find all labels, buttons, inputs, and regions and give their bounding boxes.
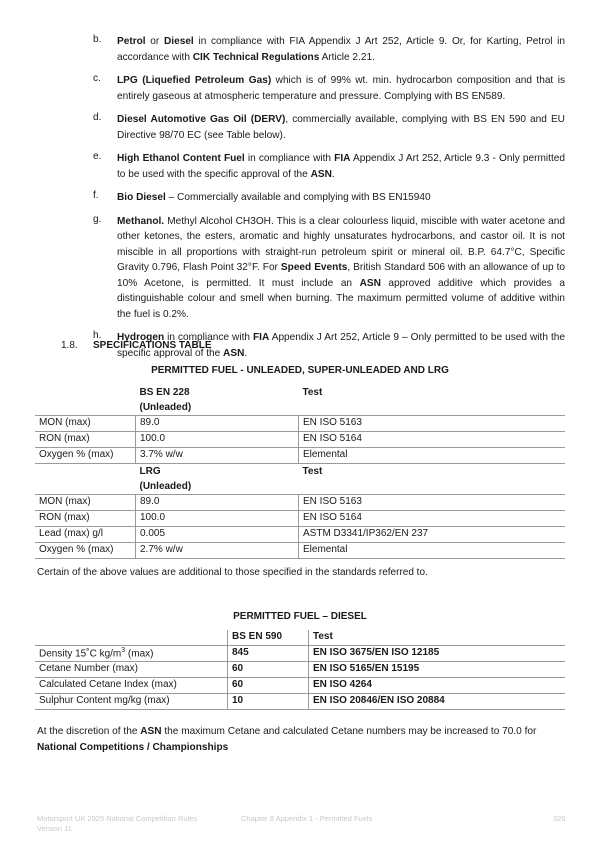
fuel-item-letter: b. [93, 34, 102, 45]
test-cell: EN ISO 5164 [299, 432, 566, 448]
header-cell: BS EN 228 (Unleaded) [139, 387, 192, 413]
test-cell: EN ISO 3675/EN ISO 12185 [309, 646, 566, 662]
header-cell [35, 385, 136, 416]
fuel-item-term-bold: ASN [223, 347, 245, 359]
footer-page-number: 320 [553, 814, 566, 823]
table-row [35, 678, 565, 694]
fuel-item-term-bold: CIK Technical Regulations [192, 51, 320, 63]
table2-title: PERMITTED FUEL – DIESEL [233, 611, 367, 622]
fuel-item [0, 214, 600, 323]
section-number: 1.8. [61, 340, 78, 351]
fuel-item-text: Petrol or Diesel in compliance with FIA Appendix J Art 252, Article 9. Or, for Karting, Petrol in accordance with CIK Technical Regulations Article 2.21. [117, 36, 565, 63]
fuel-item-term-bold: Hydrogen [117, 332, 165, 343]
test-cell: EN ISO 5165/EN 15195 [309, 662, 566, 678]
parameter-cell: MON (max) [35, 495, 136, 511]
standards-note: Certain of the above values are additional to those specified in the standards referred to. [37, 567, 428, 578]
asn-note-term-bold: National Competitions / Championships [37, 742, 229, 753]
parameter-cell: RON (max) [35, 511, 136, 527]
asn-note-term-bold: ASN [140, 726, 162, 737]
fuel-item-term-bold: Petrol [117, 36, 146, 47]
table-header-row [35, 385, 565, 416]
test-cell: ASTM D3341/IP362/EN 237 [299, 527, 566, 543]
table-row [35, 694, 565, 710]
parameter-cell: Calculated Cetane Index (max) [35, 678, 228, 694]
table-row [35, 527, 565, 543]
fuel-list [0, 34, 600, 369]
fuel-item-term-bold: FIA [334, 153, 351, 164]
fuel-item-letter: d. [93, 112, 102, 123]
fuel-item-term-bold: FIA [253, 332, 270, 343]
table-header-row [35, 464, 565, 495]
asn-discretion-note: At the discretion of the ASN the maximum Cetane and calculated Cetane numbers may be increased to 70.0 for National Competitions / Championships [37, 726, 537, 753]
header-cell: Test [302, 387, 323, 398]
footer-version: Version 11 [37, 824, 72, 833]
value-cell: 2.7% w/w [136, 543, 299, 559]
fuel-item-text: Diesel Automotive Gas Oil (DERV), commercially available, complying with BS EN 590 and EU Directive 98/70 EC (see Table below). [117, 114, 565, 141]
header-cell: Test [309, 630, 566, 646]
test-cell: Elemental [299, 448, 566, 464]
value-cell: 100.0 [136, 511, 299, 527]
fuel-item-text: Methanol. Methyl Alcohol CH3OH. This is a clear colourless liquid, miscible with water acetone and other ketones, the esters, aromatic and highly unsaturates hydrocarbons, and castor oil. It is not miscible in all proportions with straight-run petroleum spirit or mineral oil. B.P. 64.7°C, Specific Gravity 0.796, Flash Point 32°F. For Speed Events, British Standard 506 with an allowance of up to 10% Acetone, is permitted. It must include an ASN approved additive which provides a distinguishable colour and smell when burning. The maximum permitted volume of additive within the fuel is 0.2%. [117, 215, 565, 320]
header-cell: LRG (Unleaded) [136, 464, 299, 495]
table-row [35, 543, 565, 559]
fuel-item-text: High Ethanol Content Fuel in compliance with FIA Appendix J Art 252, Article 9.3 - Only permitted to be used with the specific approval of the ASN. [117, 153, 565, 180]
fuel-item-term-bold: High Ethanol Content Fuel [117, 153, 245, 164]
table-row [35, 432, 565, 448]
table-row [35, 662, 565, 678]
parameter-cell: Oxygen % (max) [35, 448, 136, 464]
table-row [35, 416, 565, 432]
footer-doc-title: Motorsport UK 2025 National Competition Rules [37, 814, 198, 823]
test-cell: EN ISO 20846/EN ISO 20884 [309, 694, 566, 710]
test-cell: EN ISO 5163 [299, 495, 566, 511]
fuel-item-letter: f. [93, 190, 99, 201]
fuel-item [0, 151, 600, 182]
value-cell: 845 [228, 646, 309, 662]
value-cell: 89.0 [136, 495, 299, 511]
fuel-item-term-bold: Diesel [164, 36, 194, 47]
table-header-row [35, 630, 565, 646]
section-title: SPECIFICATIONS TABLE [93, 340, 212, 351]
value-cell: 60 [228, 678, 309, 694]
fuel-item [0, 112, 600, 143]
table-row [35, 448, 565, 464]
fuel-item-term-bold: Diesel Automotive Gas Oil (DERV) [117, 114, 286, 125]
fuel-item-term-bold: Speed Events [280, 262, 348, 273]
fuel-item-term-bold: LPG (Liquefied Petroleum Gas) [117, 75, 272, 86]
test-cell: Elemental [299, 543, 566, 559]
test-cell: EN ISO 4264 [309, 678, 566, 694]
test-cell: EN ISO 5164 [299, 511, 566, 527]
parameter-cell: Sulphur Content mg/kg (max) [35, 694, 228, 710]
fuel-item-term-bold: ASN [359, 277, 381, 289]
table-row [35, 495, 565, 511]
fuel-item-term-bold: ASN [310, 168, 332, 180]
fuel-item-text: Bio Diesel – Commercially available and complying with BS EN15940 [117, 192, 431, 203]
superscript: 3 [121, 647, 126, 654]
table-row [35, 511, 565, 527]
fuel-item-term-bold: Methanol. [117, 215, 165, 227]
fuel-item [0, 34, 600, 65]
header-cell: Test [299, 464, 566, 495]
parameter-cell: Density 15˚C $kg/m^3$ (max) [35, 646, 228, 662]
fuel-item-letter: h. [93, 330, 102, 341]
fuel-item-letter: g. [93, 213, 102, 225]
table-row [35, 646, 565, 662]
fuel-item [0, 73, 600, 104]
fuel-item [0, 190, 600, 206]
fuel-item-term-bold: Bio Diesel [117, 192, 166, 203]
value-cell: 0.005 [136, 527, 299, 543]
fuel-item-letter: c. [93, 73, 101, 84]
parameter-cell: Oxygen % (max) [35, 543, 136, 559]
table1 [35, 385, 565, 559]
parameter-cell: MON (max) [35, 416, 136, 432]
test-cell: EN ISO 5163 [299, 416, 566, 432]
value-cell: 10 [228, 694, 309, 710]
table2 [35, 630, 565, 710]
value-cell: 89.0 [136, 416, 299, 432]
parameter-cell: Cetane Number (max) [35, 662, 228, 678]
fuel-item-text: Hydrogen in compliance with FIA Appendix J Art 252, Article 9 – Only permitted to be used with the specific approval of the ASN. [117, 332, 565, 359]
footer-chapter: Chapter 8 Appendix 1 - Permitted Fuels [241, 814, 373, 823]
header-cell [35, 464, 136, 495]
fuel-item-letter: e. [93, 151, 102, 162]
parameter-cell: RON (max) [35, 432, 136, 448]
value-cell: 60 [228, 662, 309, 678]
value-cell: 100.0 [136, 432, 299, 448]
fuel-item [0, 330, 600, 361]
header-cell [35, 630, 228, 646]
fuel-item-text: LPG (Liquefied Petroleum Gas) which is of 99% wt. min. hydrocarbon composition and that is entirely gaseous at atmospheric temperature and pressure. Complying with BS EN589. [117, 75, 565, 102]
table1-title: PERMITTED FUEL - UNLEADED, SUPER-UNLEADED AND LRG [151, 365, 449, 376]
parameter-cell: Lead (max) g/l [35, 527, 136, 543]
header-cell: BS EN 590 [228, 630, 309, 646]
value-cell: 3.7% w/w [136, 448, 299, 464]
